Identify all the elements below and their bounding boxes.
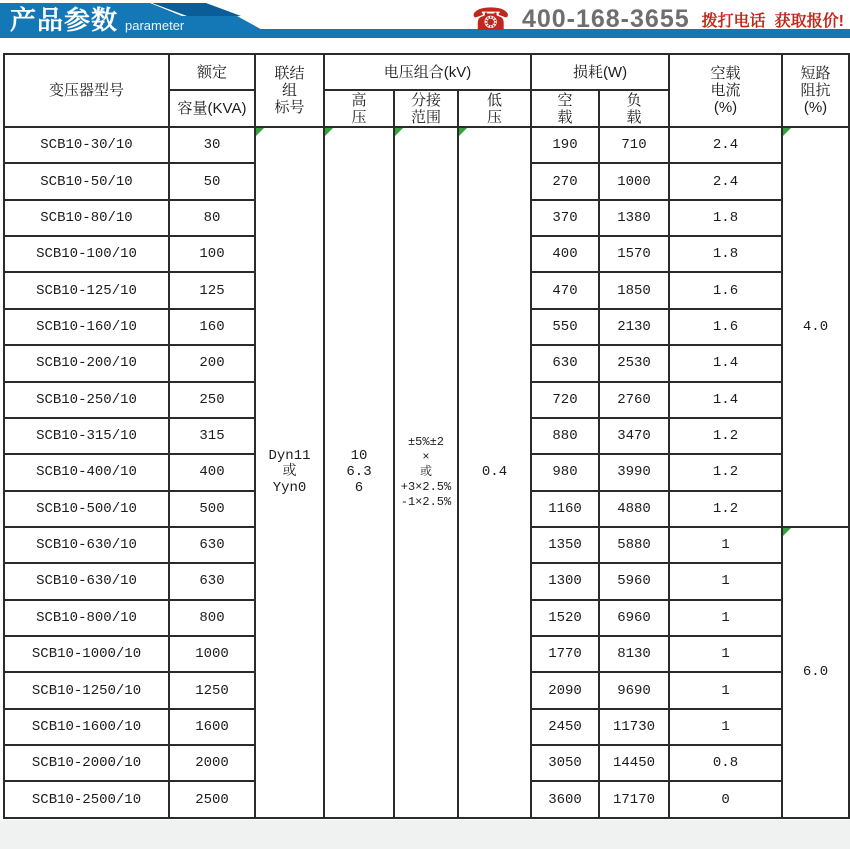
no-load-current-cell: 1 [669, 672, 782, 708]
model-cell: SCB10-1000/10 [4, 636, 169, 672]
no-load-loss-cell: 470 [531, 272, 599, 308]
load-loss-cell: 14450 [599, 745, 669, 781]
load-loss-cell: 5960 [599, 563, 669, 599]
no-load-current-cell: 1.6 [669, 309, 782, 345]
model-cell: SCB10-400/10 [4, 454, 169, 490]
capacity-cell: 2000 [169, 745, 255, 781]
load-loss-cell: 6960 [599, 600, 669, 636]
no-load-loss-cell: 1770 [531, 636, 599, 672]
no-load-loss-cell: 3050 [531, 745, 599, 781]
cta-quote-label: 获取报价! [774, 12, 844, 30]
no-load-current-cell: 1 [669, 600, 782, 636]
no-load-current-cell: 1.8 [669, 200, 782, 236]
page-bottom-strip [0, 820, 850, 849]
model-cell: SCB10-30/10 [4, 127, 169, 163]
page-title: 产品参数 [10, 5, 119, 35]
no-load-current-cell: 2.4 [669, 127, 782, 163]
col-header-connection: 联结 组 标号 [255, 54, 324, 127]
capacity-cell: 50 [169, 163, 255, 199]
no-load-loss-cell: 880 [531, 418, 599, 454]
capacity-cell: 1600 [169, 709, 255, 745]
load-loss-cell: 5880 [599, 527, 669, 563]
call-to-action [702, 8, 844, 31]
col-header-voltage-group: 电压组合(kV) [324, 54, 531, 90]
no-load-loss-cell: 550 [531, 309, 599, 345]
capacity-cell: 2500 [169, 781, 255, 817]
model-cell: SCB10-125/10 [4, 272, 169, 308]
no-load-current-cell: 1 [669, 709, 782, 745]
load-loss-cell: 17170 [599, 781, 669, 817]
high-voltage-cell: 10 6.3 6 [324, 127, 394, 818]
capacity-cell: 250 [169, 382, 255, 418]
impedance-cell: 4.0 [782, 127, 849, 527]
impedance-cell: 6.0 [782, 527, 849, 818]
col-header-rated-bottom: 容量(KVA) [169, 90, 255, 127]
model-cell: SCB10-630/10 [4, 563, 169, 599]
transformer-spec-table [3, 53, 850, 819]
load-loss-cell: 4880 [599, 491, 669, 527]
model-cell: SCB10-50/10 [4, 163, 169, 199]
capacity-cell: 500 [169, 491, 255, 527]
col-header-no-load-current: 空载 电流 (%) [669, 54, 782, 127]
model-cell: SCB10-800/10 [4, 600, 169, 636]
capacity-cell: 80 [169, 200, 255, 236]
capacity-cell: 400 [169, 454, 255, 490]
no-load-loss-cell: 400 [531, 236, 599, 272]
page-subtitle: parameter [125, 18, 185, 33]
capacity-cell: 100 [169, 236, 255, 272]
model-cell: SCB10-630/10 [4, 527, 169, 563]
no-load-current-cell: 1.2 [669, 491, 782, 527]
no-load-loss-cell: 190 [531, 127, 599, 163]
no-load-current-cell: 0.8 [669, 745, 782, 781]
col-header-model: 变压器型号 [4, 54, 169, 127]
model-cell: SCB10-80/10 [4, 200, 169, 236]
capacity-cell: 200 [169, 345, 255, 381]
no-load-loss-cell: 980 [531, 454, 599, 490]
no-load-loss-cell: 1300 [531, 563, 599, 599]
no-load-current-cell: 2.4 [669, 163, 782, 199]
load-loss-cell: 1850 [599, 272, 669, 308]
model-cell: SCB10-315/10 [4, 418, 169, 454]
low-voltage-cell: 0.4 [458, 127, 531, 818]
header-banner [0, 0, 850, 53]
model-cell: SCB10-2500/10 [4, 781, 169, 817]
no-load-current-cell: 1 [669, 563, 782, 599]
tap-range-cell: ±5%±2 × 或 +3×2.5% -1×2.5% [394, 127, 458, 818]
no-load-current-cell: 1.6 [669, 272, 782, 308]
no-load-current-cell: 1.8 [669, 236, 782, 272]
model-cell: SCB10-2000/10 [4, 745, 169, 781]
load-loss-cell: 1000 [599, 163, 669, 199]
no-load-current-cell: 1 [669, 636, 782, 672]
capacity-cell: 1250 [169, 672, 255, 708]
model-cell: SCB10-200/10 [4, 345, 169, 381]
cta-call-label: 拨打电话 [701, 12, 766, 30]
no-load-current-cell: 1.2 [669, 418, 782, 454]
no-load-loss-cell: 2090 [531, 672, 599, 708]
load-loss-cell: 1570 [599, 236, 669, 272]
load-loss-cell: 2760 [599, 382, 669, 418]
load-loss-cell: 2130 [599, 309, 669, 345]
col-header-impedance: 短路 阻抗 (%) [782, 54, 849, 127]
load-loss-cell: 11730 [599, 709, 669, 745]
col-header-low-voltage: 低 压 [458, 90, 531, 127]
table-row [4, 127, 849, 163]
phone-number[interactable]: 400-168-3655 [521, 4, 690, 33]
no-load-current-cell: 1.4 [669, 382, 782, 418]
capacity-cell: 160 [169, 309, 255, 345]
no-load-loss-cell: 370 [531, 200, 599, 236]
model-cell: SCB10-1600/10 [4, 709, 169, 745]
capacity-cell: 125 [169, 272, 255, 308]
col-header-no-load-loss: 空 载 [531, 90, 599, 127]
load-loss-cell: 8130 [599, 636, 669, 672]
capacity-cell: 30 [169, 127, 255, 163]
capacity-cell: 800 [169, 600, 255, 636]
model-cell: SCB10-1250/10 [4, 672, 169, 708]
no-load-loss-cell: 270 [531, 163, 599, 199]
connection-group-cell: Dyn11 或 Yyn0 [255, 127, 324, 818]
no-load-current-cell: 0 [669, 781, 782, 817]
no-load-loss-cell: 1160 [531, 491, 599, 527]
model-cell: SCB10-500/10 [4, 491, 169, 527]
capacity-cell: 1000 [169, 636, 255, 672]
no-load-loss-cell: 2450 [531, 709, 599, 745]
col-header-tap-range: 分接 范围 [394, 90, 458, 127]
no-load-loss-cell: 3600 [531, 781, 599, 817]
no-load-current-cell: 1.2 [669, 454, 782, 490]
no-load-loss-cell: 1520 [531, 600, 599, 636]
phone-icon: ☎ [471, 1, 510, 37]
col-header-rated-top: 额定 [169, 54, 255, 90]
capacity-cell: 315 [169, 418, 255, 454]
load-loss-cell: 9690 [599, 672, 669, 708]
no-load-current-cell: 1.4 [669, 345, 782, 381]
col-header-high-voltage: 高 压 [324, 90, 394, 127]
no-load-loss-cell: 720 [531, 382, 599, 418]
capacity-cell: 630 [169, 527, 255, 563]
no-load-current-cell: 1 [669, 527, 782, 563]
load-loss-cell: 2530 [599, 345, 669, 381]
load-loss-cell: 3470 [599, 418, 669, 454]
no-load-loss-cell: 630 [531, 345, 599, 381]
capacity-cell: 630 [169, 563, 255, 599]
no-load-loss-cell: 1350 [531, 527, 599, 563]
model-cell: SCB10-160/10 [4, 309, 169, 345]
col-header-loss-group: 损耗(W) [531, 54, 669, 90]
load-loss-cell: 710 [599, 127, 669, 163]
load-loss-cell: 1380 [599, 200, 669, 236]
table-body [4, 127, 849, 818]
col-header-load-loss: 负 载 [599, 90, 669, 127]
load-loss-cell: 3990 [599, 454, 669, 490]
model-cell: SCB10-100/10 [4, 236, 169, 272]
model-cell: SCB10-250/10 [4, 382, 169, 418]
